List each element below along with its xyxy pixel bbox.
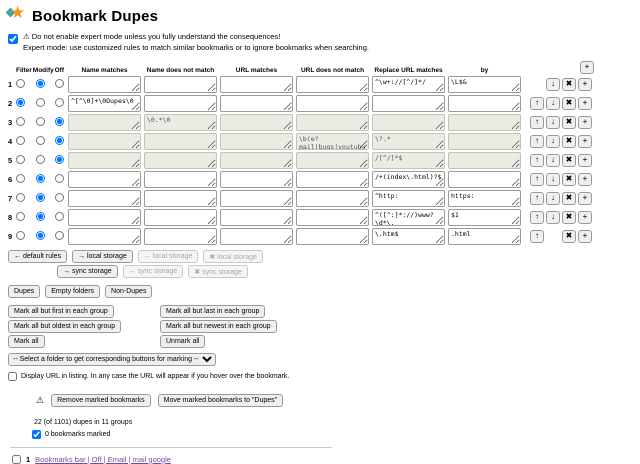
rules-table-header [8, 61, 632, 74]
rule-row [8, 190, 632, 207]
rule-add-button[interactable]: + [578, 135, 592, 148]
rule-add-button[interactable]: + [578, 192, 592, 205]
rule-url-matches-input[interactable] [220, 152, 293, 169]
rule-add-button[interactable]: + [578, 230, 592, 243]
mark-all-but-first-button[interactable]: Mark all but first in each group [8, 305, 114, 318]
rule-url-not-match-input[interactable] [296, 190, 369, 207]
rules-rows [8, 76, 632, 245]
rule-delete-button[interactable]: ✖ [562, 192, 576, 205]
rule-url-not-match-input[interactable] [296, 76, 369, 93]
rule-modify-radio[interactable] [36, 98, 45, 107]
marked-count-row [32, 430, 632, 439]
rule-by-input[interactable] [448, 228, 521, 245]
rule-number: 6 [8, 174, 13, 184]
rule-name-matches-input[interactable] [68, 114, 141, 131]
rule-replace-url-input[interactable] [372, 228, 445, 245]
rule-modify-radio[interactable] [36, 174, 45, 183]
load-local-storage-button[interactable]: ← local storage [138, 250, 199, 263]
clear-sync-storage-button[interactable]: ✖ sync storage [188, 265, 248, 278]
rule-off-radio[interactable] [55, 155, 64, 164]
rule-row [8, 228, 632, 245]
rule-number: 7 [8, 193, 13, 203]
rule-number: 4 [8, 136, 13, 146]
rule-replace-url-input[interactable] [372, 171, 445, 188]
rule-add-button[interactable]: + [578, 97, 592, 110]
rule-name-matches-input[interactable] [68, 190, 141, 207]
rule-modify-radio[interactable] [36, 155, 45, 164]
rule-modify-radio[interactable] [36, 193, 45, 202]
non-dupes-button[interactable]: Non-Dupes [105, 285, 152, 298]
rule-row [8, 152, 632, 169]
rule-delete-button[interactable]: ✖ [562, 116, 576, 129]
rule-off-radio[interactable] [55, 79, 64, 88]
rule-move-down-button[interactable]: ↓ [546, 211, 560, 224]
rule-filter-radio[interactable] [16, 79, 25, 88]
rule-add-button[interactable]: + [578, 211, 592, 224]
rule-replace-url-input[interactable] [372, 209, 445, 226]
titlebar [8, 3, 632, 25]
rule-move-down-button[interactable]: ↓ [546, 154, 560, 167]
rule-off-radio[interactable] [55, 212, 64, 221]
results-divider [10, 447, 332, 448]
rule-move-down-button[interactable]: ↓ [546, 116, 560, 129]
rule-name-matches-input[interactable] [68, 95, 141, 112]
default-rules-button[interactable]: ← default rules [8, 250, 67, 263]
storage-row-2 [57, 265, 632, 278]
rule-move-down-button[interactable]: ↓ [546, 97, 560, 110]
expert-mode-section [8, 32, 632, 54]
rule-url-not-match-input[interactable] [296, 209, 369, 226]
modify-column-header: Modify [32, 66, 54, 74]
rule-move-down-button[interactable]: ↓ [546, 173, 560, 186]
rule-name-matches-input[interactable] [68, 76, 141, 93]
rule-modify-radio[interactable] [36, 231, 45, 240]
rule-name-matches-input[interactable] [68, 133, 141, 150]
by-header: by [480, 66, 489, 74]
rule-filter-radio[interactable] [16, 136, 25, 145]
rule-number: 3 [8, 117, 13, 127]
rule-replace-url-input[interactable] [372, 133, 445, 150]
views-row [8, 285, 632, 298]
rule-name-matches-input[interactable] [68, 228, 141, 245]
rule-by-input[interactable] [448, 76, 521, 93]
rule-filter-radio[interactable] [16, 193, 25, 202]
rule-name-matches-input[interactable] [68, 171, 141, 188]
result-item-link[interactable]: Bookmarks bar | Off | Email | mail google [35, 454, 171, 464]
rule-name-not-match-input[interactable] [144, 133, 217, 150]
rule-replace-url-input[interactable] [372, 114, 445, 131]
rule-add-button[interactable]: + [578, 154, 592, 167]
rule-delete-button[interactable]: ✖ [562, 230, 576, 243]
rule-by-input[interactable] [448, 95, 521, 112]
rule-filter-radio[interactable] [16, 212, 25, 221]
rule-delete-button[interactable]: ✖ [562, 211, 576, 224]
rule-move-up-button[interactable]: ↑ [530, 154, 544, 167]
rule-filter-radio[interactable] [16, 117, 25, 126]
rule-name-not-match-input[interactable] [144, 228, 217, 245]
rule-by-input[interactable] [448, 171, 521, 188]
unmark-all-button[interactable]: Unmark all [160, 335, 205, 348]
rule-move-up-button[interactable]: ↑ [530, 116, 544, 129]
rule-modify-radio[interactable] [36, 79, 45, 88]
display-url-checkbox[interactable] [8, 372, 17, 381]
load-sync-storage-button[interactable]: ← sync storage [123, 265, 184, 278]
rule-by-input[interactable] [448, 133, 521, 150]
dupes-summary: 22 (of 1101) dupes in 11 groups [34, 418, 133, 426]
rule-modify-radio[interactable] [36, 117, 45, 126]
rule-url-matches-input[interactable] [220, 228, 293, 245]
result-item [12, 455, 632, 464]
rule-replace-url-input[interactable] [372, 190, 445, 207]
rule-url-not-match-input[interactable] [296, 152, 369, 169]
rule-move-down-button[interactable]: ↓ [546, 135, 560, 148]
dupes-button[interactable]: Dupes [8, 285, 40, 298]
rule-off-radio[interactable] [55, 98, 64, 107]
rule-number: 5 [8, 155, 13, 165]
rule-by-input[interactable] [448, 190, 521, 207]
expert-description-text: Expert mode: use customized rules to match similar bookmarks or to ignore bookmarks when searching. [23, 42, 369, 52]
rule-off-radio[interactable] [55, 193, 64, 202]
rule-url-not-match-input[interactable] [296, 114, 369, 131]
mark-all-but-newest-button[interactable]: Mark all but newest in each group [160, 320, 277, 333]
rule-by-input[interactable] [448, 114, 521, 131]
rule-number: 1 [8, 79, 13, 89]
url-not-match-header: URL does not match [300, 66, 365, 74]
page-title: Bookmark Dupes [32, 8, 159, 25]
folder-select[interactable] [8, 353, 216, 366]
rule-row [8, 209, 632, 226]
marked-count-label: 0 bookmarks marked [45, 430, 111, 438]
actions-row [36, 394, 632, 407]
rule-delete-button[interactable]: ✖ [562, 135, 576, 148]
rule-filter-radio[interactable] [16, 155, 25, 164]
rule-off-radio[interactable] [55, 174, 64, 183]
save-local-storage-button[interactable]: → local storage [72, 250, 133, 263]
rule-url-matches-input[interactable] [220, 76, 293, 93]
rule-delete-button[interactable]: ✖ [562, 173, 576, 186]
result-item-index: 1 [26, 454, 31, 464]
rule-move-up-button[interactable]: ↑ [530, 192, 544, 205]
rule-move-up-button[interactable]: ↑ [530, 173, 544, 186]
off-column-header: Off [54, 66, 64, 74]
rule-url-matches-input[interactable] [220, 190, 293, 207]
rule-add-button[interactable]: + [578, 173, 592, 186]
rule-move-up-button[interactable]: ↑ [530, 97, 544, 110]
rule-filter-radio[interactable] [16, 98, 25, 107]
rule-row [8, 76, 632, 93]
url-matches-header: URL matches [235, 66, 278, 74]
rule-name-matches-input[interactable] [68, 209, 141, 226]
rule-off-radio[interactable] [55, 231, 64, 240]
rule-url-not-match-input[interactable] [296, 171, 369, 188]
rule-modify-radio[interactable] [36, 136, 45, 145]
rule-replace-url-input[interactable] [372, 152, 445, 169]
rule-name-not-match-input[interactable] [144, 114, 217, 131]
rule-by-input[interactable] [448, 152, 521, 169]
display-url-label: Display URL in listing. In any case the URL will appear if you hover over the bookmark. [21, 372, 290, 380]
mark-all-but-oldest-button[interactable]: Mark all but oldest in each group [8, 320, 121, 333]
mark-all-button[interactable]: Mark all [8, 335, 45, 348]
move-marked-button[interactable]: Move marked bookmarks to "Dupes" [158, 394, 284, 407]
name-matches-header: Name matches [81, 66, 128, 74]
rule-name-not-match-input[interactable] [144, 152, 217, 169]
rule-off-radio[interactable] [55, 136, 64, 145]
rule-delete-button[interactable]: ✖ [562, 154, 576, 167]
rule-move-up-button[interactable]: ↑ [530, 135, 544, 148]
rule-url-matches-input[interactable] [220, 133, 293, 150]
rule-add-button[interactable]: + [578, 78, 592, 91]
rule-modify-radio[interactable] [36, 212, 45, 221]
rule-delete-button[interactable]: ✖ [562, 78, 576, 91]
rule-url-matches-input[interactable] [220, 171, 293, 188]
mark-all-but-last-button[interactable]: Mark all but last in each group [160, 305, 265, 318]
rule-move-up-button[interactable]: ↑ [530, 211, 544, 224]
save-sync-storage-button[interactable]: → sync storage [57, 265, 118, 278]
rule-move-down-button[interactable]: ↓ [546, 192, 560, 205]
rule-url-not-match-input[interactable] [296, 133, 369, 150]
rule-url-not-match-input[interactable] [296, 228, 369, 245]
rule-row [8, 171, 632, 188]
rule-row [8, 95, 632, 112]
storage-row-1 [8, 250, 632, 263]
app-star-icon: ★ [8, 8, 26, 25]
rule-filter-radio[interactable] [16, 231, 25, 240]
rule-filter-radio[interactable] [16, 174, 25, 183]
rule-name-not-match-input[interactable] [144, 190, 217, 207]
rule-name-not-match-input[interactable] [144, 209, 217, 226]
filter-column-header: Filter [16, 66, 32, 74]
rule-move-up-button[interactable]: ↑ [530, 230, 544, 243]
marking-buttons [8, 305, 632, 348]
rule-by-input[interactable] [448, 209, 521, 226]
expert-mode-checkbox[interactable] [8, 34, 18, 44]
add-rule-top-button[interactable]: + [580, 61, 594, 74]
rule-url-not-match-input[interactable] [296, 95, 369, 112]
rule-row [8, 114, 632, 131]
warning-icon: ⚠ [36, 394, 45, 405]
rule-move-down-button[interactable]: ↓ [546, 78, 560, 91]
empty-folders-button[interactable]: Empty folders [45, 285, 100, 298]
rule-url-matches-input[interactable] [220, 209, 293, 226]
clear-local-storage-button[interactable]: ✖ local storage [203, 250, 263, 263]
rule-off-radio[interactable] [55, 117, 64, 126]
rule-row [8, 133, 632, 150]
name-not-match-header: Name does not match [146, 66, 215, 74]
display-url-option [8, 372, 632, 381]
rule-add-button[interactable]: + [578, 116, 592, 129]
rule-number: 8 [8, 212, 13, 222]
rule-url-matches-input[interactable] [220, 95, 293, 112]
rule-name-not-match-input[interactable] [144, 76, 217, 93]
expert-warning-text: ⚠ Do not enable expert mode unless you fully understand the consequences! [23, 32, 281, 41]
result-item-checkbox[interactable] [12, 455, 21, 464]
rule-url-matches-input[interactable] [220, 114, 293, 131]
rule-replace-url-input[interactable] [372, 76, 445, 93]
rule-name-not-match-input[interactable] [144, 95, 217, 112]
rule-number: 9 [8, 231, 13, 241]
replace-url-header: Replace URL matches [374, 66, 443, 74]
rule-name-matches-input[interactable] [68, 152, 141, 169]
rule-number: 2 [8, 98, 13, 108]
rule-delete-button[interactable]: ✖ [562, 97, 576, 110]
rule-name-not-match-input[interactable] [144, 171, 217, 188]
rule-replace-url-input[interactable] [372, 95, 445, 112]
marked-count-checkbox[interactable] [32, 430, 41, 439]
remove-marked-button[interactable]: Remove marked bookmarks [51, 394, 151, 407]
